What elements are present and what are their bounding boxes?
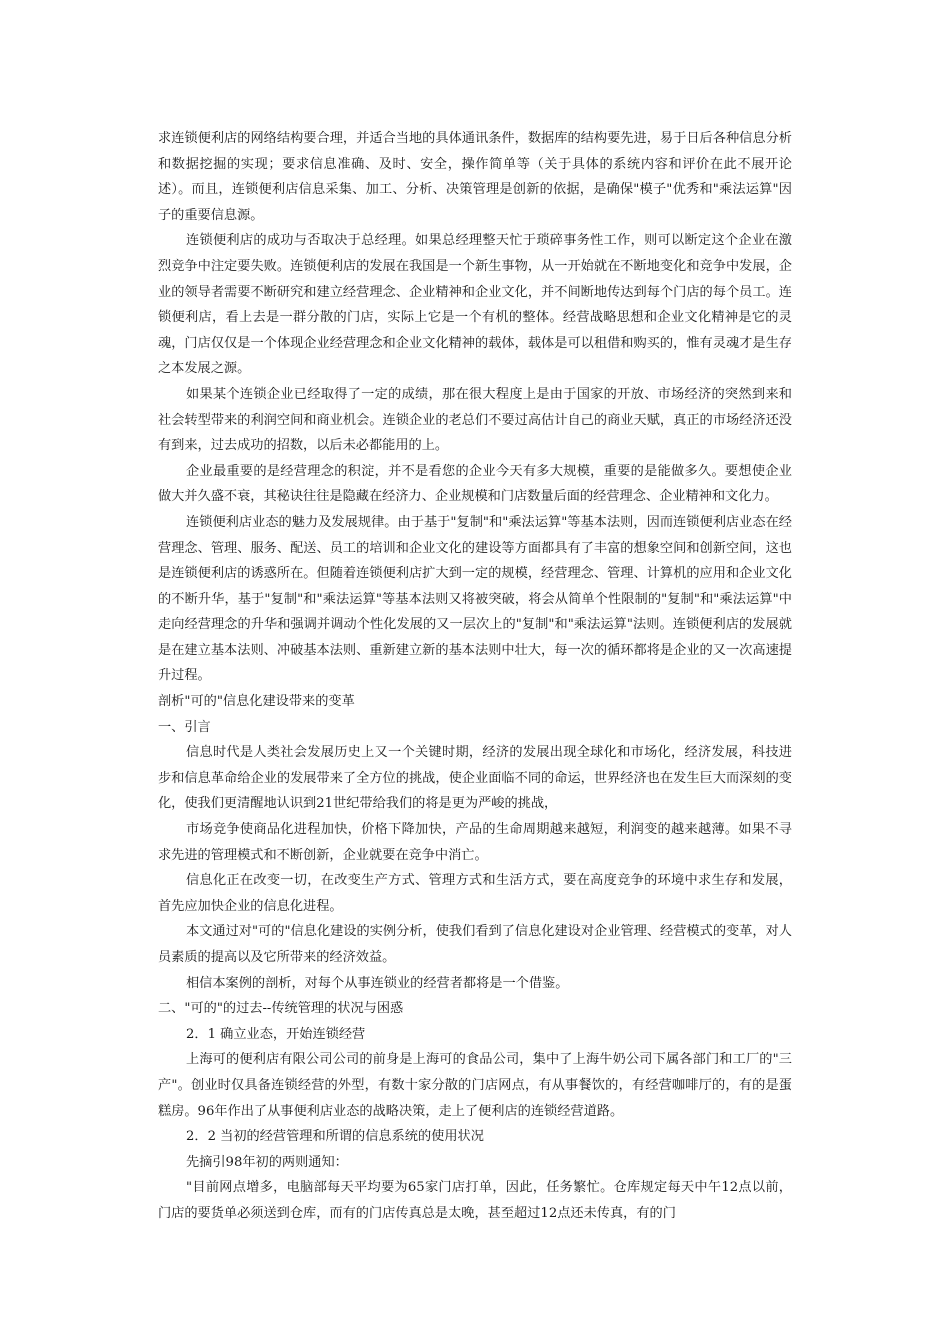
document-page [158, 126, 792, 1227]
paragraph: 信息时代是人类社会发展历史上又一个关键时期，经济的发展出现全球化和市场化，经济发展，科技进步和信息革命给企业的发展带来了全方位的挑战，使企业面临不同的命运，世界经济也在发生巨大而深刻的变化，使我们更清醒地认识到21世纪带给我们的将是更为严峻的挑战， [158, 745, 792, 812]
paragraph: 求连锁便利店的网络结构要合理，并适合当地的具体通讯条件，数据库的结构要先进，易于日后各种信息分析和数据挖掘的实现；要求信息准确、及时、安全，操作简单等（关于具体的系统内容和评价在此不展开论述）。而且，连锁便利店信息采集、加工、分析、决策管理是创新的依据，是确保"模子"优秀和"乘法运算"因子的重要信息源。 [158, 131, 792, 223]
paragraph: 本文通过对"可的"信息化建设的实例分析，使我们看到了信息化建设对企业管理、经营模式的变革，对人员素质的提高以及它所带来的经济效益。 [158, 924, 792, 965]
paragraph: 连锁便利店的成功与否取决于总经理。如果总经理整天忙于琐碎事务性工作，则可以断定这个企业在激烈竞争中注定要失败。连锁便利店的发展在我国是一个新生事物，从一开始就在不断地变化和竞争中发展，企业的领导者需要不断研究和建立经营理念、企业精神和企业文化，并不间断地传达到每个门店的每个员工。连锁便利店，看上去是一群分散的门店，实际上它是一个有机的整体。经营战略思想和企业文化精神是它的灵魂，门店仅仅是一个体现企业经营理念和企业文化精神的载体，载体是可以租借和购买的，惟有灵魂才是生存之本发展之源。 [158, 233, 792, 377]
paragraph: 相信本案例的剖析，对每个从事连锁业的经营者都将是一个借鉴。 [186, 975, 569, 991]
paragraph: 连锁便利店业态的魅力及发展规律。由于基于"复制"和"乘法运算"等基本法则，因而连锁便利店业态在经营理念、管理、服务、配送、员工的培训和企业文化的建设等方面都具有了丰富的想象空间和创新空间，这也是连锁便利店的诱惑所在。但随着连锁便利店扩大到一定的规模，经营理念、管理、计算机的应用和企业文化的不断升华，基于"复制"和"乘法运算"等基本法则又将被突破，将会从简单个性限制的"复制"和"乘法运算"中走向经营理念的升华和强调并调动个性化发展的又一层次上的"复制"和"乘法运算"法则。连锁便利店的发展就是在建立基本法则、冲破基本法则、重新建立新的基本法则中壮大，每一次的循环都将是企业的又一次高速提升过程。 [158, 514, 792, 684]
paragraph: "目前网点增多，电脑部每天平均要为65家门店打单，因此，任务繁忙。仓库规定每天中午12点以前，门店的要货单必须送到仓库，而有的门店传真总是太晚，甚至超过12点还未传真，有的门 [158, 1180, 792, 1221]
subsection-heading: 2．1 确立业态，开始连锁经营 [186, 1026, 366, 1042]
paragraph: 信息化正在改变一切，在改变生产方式、管理方式和生活方式，要在高度竞争的环境中求生存和发展，首先应加快企业的信息化进程。 [158, 873, 792, 914]
paragraph: 先摘引98年初的两则通知： [186, 1154, 348, 1170]
paragraph: 企业最重要的是经营理念的积淀，并不是看您的企业今天有多大规模，重要的是能做多久。要想使企业做大并久盛不衰，其秘诀往往是隐藏在经济力、企业规模和门店数量后面的经营理念、企业精神和文化力。 [158, 463, 792, 505]
section-heading: 剖析"可的"信息化建设带来的变革 [158, 694, 355, 710]
section-heading: 一、引言 [158, 719, 211, 735]
paragraph: 市场竞争使商品化进程加快，价格下降加快，产品的生命周期越来越短，利润变的越来越薄。如果不寻求先进的管理模式和不断创新，企业就要在竞争中消亡。 [158, 822, 792, 863]
section-heading: 二、"可的"的过去--传统管理的状况与困惑 [158, 1001, 404, 1017]
paragraph: 上海可的便利店有限公司公司的前身是上海可的食品公司，集中了上海牛奶公司下属各部门和工厂的"三产"。创业时仅具备连锁经营的外型，有数十家分散的门店网点，有从事餐饮的，有经营咖啡厅的，有的是蛋糕房。96年作出了从事便利店业态的战略决策，走上了便利店的连锁经营道路。 [158, 1052, 792, 1119]
subsection-heading: 2．2 当初的经营管理和所谓的信息系统的使用状况 [186, 1129, 484, 1145]
paragraph: 如果某个连锁企业已经取得了一定的成绩，那在很大程度上是由于国家的开放、市场经济的突然到来和社会转型带来的利润空间和商业机会。连锁企业的老总们不要过高估计自己的商业天赋，真正的市场经济还没有到来，过去成功的招数，以后未必都能用的上。 [158, 386, 792, 454]
